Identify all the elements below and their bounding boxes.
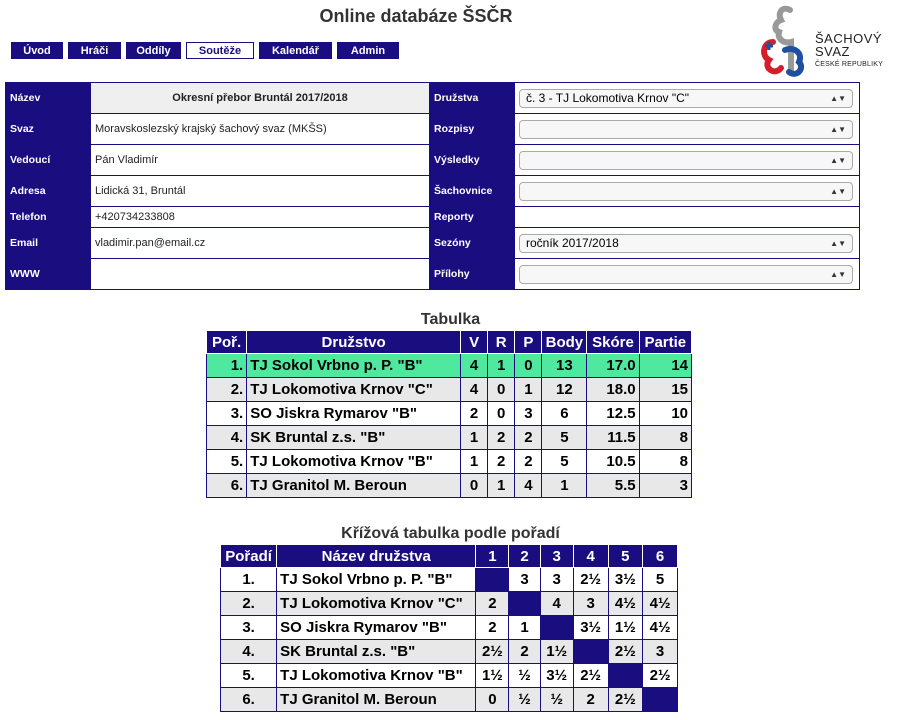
standings-cell: 13 bbox=[542, 354, 587, 378]
crosstable-cell: 2½ bbox=[608, 688, 643, 712]
label-reporty: Reporty bbox=[430, 207, 515, 228]
logo-text: ŠACHOVÝ SVAZ ČESKÉ REPUBLIKY bbox=[815, 31, 883, 68]
standings-header-2: V bbox=[461, 331, 488, 354]
standings-cell: 4 bbox=[461, 354, 488, 378]
standings-cell: 0 bbox=[461, 474, 488, 498]
crosstable-row bbox=[221, 640, 678, 664]
druzstva-select[interactable]: č. 3 - TJ Lokomotiva Krnov "C" ▲▼ bbox=[519, 89, 853, 108]
standings-cell: 5 bbox=[542, 450, 587, 474]
crosstable-cell: 5. bbox=[221, 664, 277, 688]
standings-cell: 10.5 bbox=[587, 450, 639, 474]
reporty-value bbox=[515, 207, 860, 228]
standings-cell: 2 bbox=[515, 426, 542, 450]
standings-cell: 3. bbox=[207, 402, 247, 426]
crosstable bbox=[220, 544, 678, 712]
standings-cell: 0 bbox=[515, 354, 542, 378]
team-name[interactable]: TJ Lokomotiva Krnov "B" bbox=[247, 450, 461, 474]
prilohy-select[interactable] bbox=[519, 265, 853, 284]
label-svaz: Svaz bbox=[6, 114, 91, 145]
standings-row[interactable] bbox=[207, 426, 692, 450]
team-name: SO Jiskra Rymarov "B" bbox=[277, 616, 476, 640]
standings-row[interactable] bbox=[207, 378, 692, 402]
label-adresa: Adresa bbox=[6, 176, 91, 207]
sscr-logo bbox=[755, 2, 895, 82]
crosstable-cell: 3 bbox=[509, 568, 540, 592]
label-prilohy: Přílohy bbox=[430, 259, 515, 290]
crosstable-header-5: 4 bbox=[573, 545, 608, 568]
standings-row[interactable] bbox=[207, 450, 692, 474]
crosstable-cell: 2 bbox=[573, 688, 608, 712]
crosstable-cell: 6. bbox=[221, 688, 277, 712]
standings-row[interactable] bbox=[207, 402, 692, 426]
label-vedouci: Vedoucí bbox=[6, 145, 91, 176]
standings-cell: 4. bbox=[207, 426, 247, 450]
select-arrows-icon: ▲▼ bbox=[830, 124, 846, 134]
team-name: SK Bruntal z.s. "B" bbox=[277, 640, 476, 664]
crosstable-cell: 1½ bbox=[476, 664, 509, 688]
nav-kalendar[interactable]: Kalendář bbox=[259, 42, 332, 59]
team-name: TJ Lokomotiva Krnov "C" bbox=[277, 592, 476, 616]
standings-cell: 1 bbox=[542, 474, 587, 498]
standings-cell: 1 bbox=[461, 450, 488, 474]
page-title: Online databáze ŠSČR bbox=[319, 6, 513, 26]
standings-cell: 8 bbox=[639, 426, 691, 450]
standings-header-3: R bbox=[488, 331, 515, 354]
select-arrows-icon: ▲▼ bbox=[830, 186, 846, 196]
crosstable-cell: ½ bbox=[540, 688, 573, 712]
standings-cell: 12.5 bbox=[587, 402, 639, 426]
label-email: Email bbox=[6, 228, 91, 259]
standings-cell: 2. bbox=[207, 378, 247, 402]
team-name[interactable]: SK Bruntal z.s. "B" bbox=[247, 426, 461, 450]
crosstable-cell: 4. bbox=[221, 640, 277, 664]
crosstable-cell: 4½ bbox=[608, 592, 643, 616]
team-name[interactable]: TJ Sokol Vrbno p. P. "B" bbox=[247, 354, 461, 378]
nav-uvod[interactable]: Úvod bbox=[11, 42, 63, 59]
crosstable-cell bbox=[509, 592, 540, 616]
select-arrows-icon: ▲▼ bbox=[830, 269, 846, 279]
standings-cell: 1 bbox=[488, 474, 515, 498]
label-telefon: Telefon bbox=[6, 207, 91, 228]
standings-cell: 2 bbox=[488, 426, 515, 450]
crosstable-cell: 0 bbox=[476, 688, 509, 712]
standings-cell: 1 bbox=[488, 354, 515, 378]
adresa-value: Lidická 31, Bruntál bbox=[91, 176, 430, 207]
crosstable-cell bbox=[608, 664, 643, 688]
chess-knight-logo-icon bbox=[755, 2, 815, 82]
standings-cell: 5 bbox=[542, 426, 587, 450]
vysledky-select[interactable] bbox=[519, 151, 853, 170]
team-name[interactable]: SO Jiskra Rymarov "B" bbox=[247, 402, 461, 426]
standings-cell: 11.5 bbox=[587, 426, 639, 450]
standings-cell: 15 bbox=[639, 378, 691, 402]
standings-row[interactable] bbox=[207, 354, 692, 378]
standings-cell: 0 bbox=[488, 378, 515, 402]
nav-hraci[interactable]: Hráči bbox=[68, 42, 121, 59]
crosstable-cell: 2½ bbox=[476, 640, 509, 664]
crosstable-cell: ½ bbox=[509, 664, 540, 688]
vedouci-value: Pán Vladimír bbox=[91, 145, 430, 176]
crosstable-cell: 1½ bbox=[540, 640, 573, 664]
crosstable-cell bbox=[540, 616, 573, 640]
competition-name: Okresní přebor Bruntál 2017/2018 bbox=[91, 83, 430, 114]
crosstable-header-0: Pořadí bbox=[221, 545, 277, 568]
standings-row[interactable] bbox=[207, 474, 692, 498]
crosstable-header-3: 2 bbox=[509, 545, 540, 568]
standings-cell: 3 bbox=[639, 474, 691, 498]
standings-cell: 10 bbox=[639, 402, 691, 426]
standings-header-1: Družstvo bbox=[247, 331, 461, 354]
crosstable-row bbox=[221, 664, 678, 688]
crosstable-cell: 3½ bbox=[573, 616, 608, 640]
rozpisy-select[interactable] bbox=[519, 120, 853, 139]
sachovnice-select[interactable] bbox=[519, 182, 853, 201]
crosstable-header-6: 5 bbox=[608, 545, 643, 568]
crosstable-cell: 2 bbox=[476, 592, 509, 616]
team-name: TJ Lokomotiva Krnov "B" bbox=[277, 664, 476, 688]
crosstable-cell: ½ bbox=[509, 688, 540, 712]
standings-cell: 4 bbox=[515, 474, 542, 498]
label-rozpisy: Rozpisy bbox=[430, 114, 515, 145]
crosstable-header-1: Název družstva bbox=[277, 545, 476, 568]
standings-cell: 5.5 bbox=[587, 474, 639, 498]
standings-cell: 17.0 bbox=[587, 354, 639, 378]
crosstable-cell: 3 bbox=[540, 568, 573, 592]
select-arrows-icon: ▲▼ bbox=[830, 93, 846, 103]
team-name: TJ Granitol M. Beroun bbox=[277, 688, 476, 712]
standings-cell: 6. bbox=[207, 474, 247, 498]
crosstable-cell: 2½ bbox=[573, 664, 608, 688]
crosstable-row bbox=[221, 616, 678, 640]
nav-oddily[interactable]: Oddíly bbox=[126, 42, 181, 59]
label-sezony: Sezóny bbox=[430, 228, 515, 259]
crosstable-row bbox=[221, 592, 678, 616]
team-name[interactable]: TJ Granitol M. Beroun bbox=[247, 474, 461, 498]
crosstable-row bbox=[221, 688, 678, 712]
standings-cell: 2 bbox=[488, 450, 515, 474]
standings-cell: 4 bbox=[461, 378, 488, 402]
crosstable-cell: 5 bbox=[643, 568, 678, 592]
crosstable-cell: 2½ bbox=[643, 664, 678, 688]
label-druzstva: Družstva bbox=[430, 83, 515, 114]
crosstable-cell: 1½ bbox=[608, 616, 643, 640]
main-nav bbox=[11, 42, 404, 59]
standings-cell: 3 bbox=[515, 402, 542, 426]
email-link[interactable]: vladimir.pan@email.cz bbox=[91, 228, 430, 259]
crosstable-cell: 2. bbox=[221, 592, 277, 616]
crosstable-cell: 4½ bbox=[643, 592, 678, 616]
nav-souteze[interactable]: Soutěže bbox=[186, 42, 254, 59]
standings-cell: 1 bbox=[461, 426, 488, 450]
crosstable-row bbox=[221, 568, 678, 592]
crosstable-cell: 3. bbox=[221, 616, 277, 640]
standings-cell: 2 bbox=[515, 450, 542, 474]
crosstable-cell: 4 bbox=[540, 592, 573, 616]
telefon-value: +420734233808 bbox=[91, 207, 430, 228]
crosstable-cell: 3 bbox=[643, 640, 678, 664]
standings-cell: 8 bbox=[639, 450, 691, 474]
svaz-value: Moravskoslezský krajský šachový svaz (MKŠS) bbox=[91, 114, 430, 145]
label-vysledky: Výsledky bbox=[430, 145, 515, 176]
crosstable-cell bbox=[643, 688, 678, 712]
crosstable-cell: 2½ bbox=[573, 568, 608, 592]
team-name: TJ Sokol Vrbno p. P. "B" bbox=[277, 568, 476, 592]
crosstable-cell: 4½ bbox=[643, 616, 678, 640]
crosstable-cell: 2½ bbox=[608, 640, 643, 664]
crosstable-cell bbox=[476, 568, 509, 592]
competition-info-table bbox=[5, 82, 860, 290]
standings-cell: 6 bbox=[542, 402, 587, 426]
label-nazev: Název bbox=[6, 83, 91, 114]
standings-header-7: Partie bbox=[639, 331, 691, 354]
label-sachovnice: Šachovnice bbox=[430, 176, 515, 207]
www-value bbox=[91, 259, 430, 290]
standings-cell: 1. bbox=[207, 354, 247, 378]
standings-cell: 1 bbox=[515, 378, 542, 402]
crosstable-cell: 3½ bbox=[608, 568, 643, 592]
crosstable-cell: 3 bbox=[573, 592, 608, 616]
nav-admin[interactable]: Admin bbox=[337, 42, 399, 59]
select-arrows-icon: ▲▼ bbox=[830, 155, 846, 165]
crosstable-title: Křížová tabulka podle pořadí bbox=[341, 525, 560, 542]
crosstable-cell: 2 bbox=[509, 640, 540, 664]
standings-cell: 5. bbox=[207, 450, 247, 474]
crosstable-cell: 1 bbox=[509, 616, 540, 640]
crosstable-header-2: 1 bbox=[476, 545, 509, 568]
standings-cell: 2 bbox=[461, 402, 488, 426]
standings-cell: 0 bbox=[488, 402, 515, 426]
team-name[interactable]: TJ Lokomotiva Krnov "C" bbox=[247, 378, 461, 402]
standings-cell: 14 bbox=[639, 354, 691, 378]
crosstable-cell bbox=[573, 640, 608, 664]
standings-header-4: P bbox=[515, 331, 542, 354]
standings-header-6: Skóre bbox=[587, 331, 639, 354]
standings-header-0: Poř. bbox=[207, 331, 247, 354]
standings-table bbox=[206, 330, 692, 498]
select-arrows-icon: ▲▼ bbox=[830, 238, 846, 248]
label-www: WWW bbox=[6, 259, 91, 290]
crosstable-header-4: 3 bbox=[540, 545, 573, 568]
crosstable-cell: 3½ bbox=[540, 664, 573, 688]
standings-cell: 12 bbox=[542, 378, 587, 402]
crosstable-header-7: 6 bbox=[643, 545, 678, 568]
crosstable-cell: 1. bbox=[221, 568, 277, 592]
crosstable-cell: 2 bbox=[476, 616, 509, 640]
standings-title: Tabulka bbox=[420, 311, 481, 328]
sezony-select[interactable]: ročník 2017/2018 ▲▼ bbox=[519, 234, 853, 253]
standings-header-5: Body bbox=[542, 331, 587, 354]
standings-cell: 18.0 bbox=[587, 378, 639, 402]
